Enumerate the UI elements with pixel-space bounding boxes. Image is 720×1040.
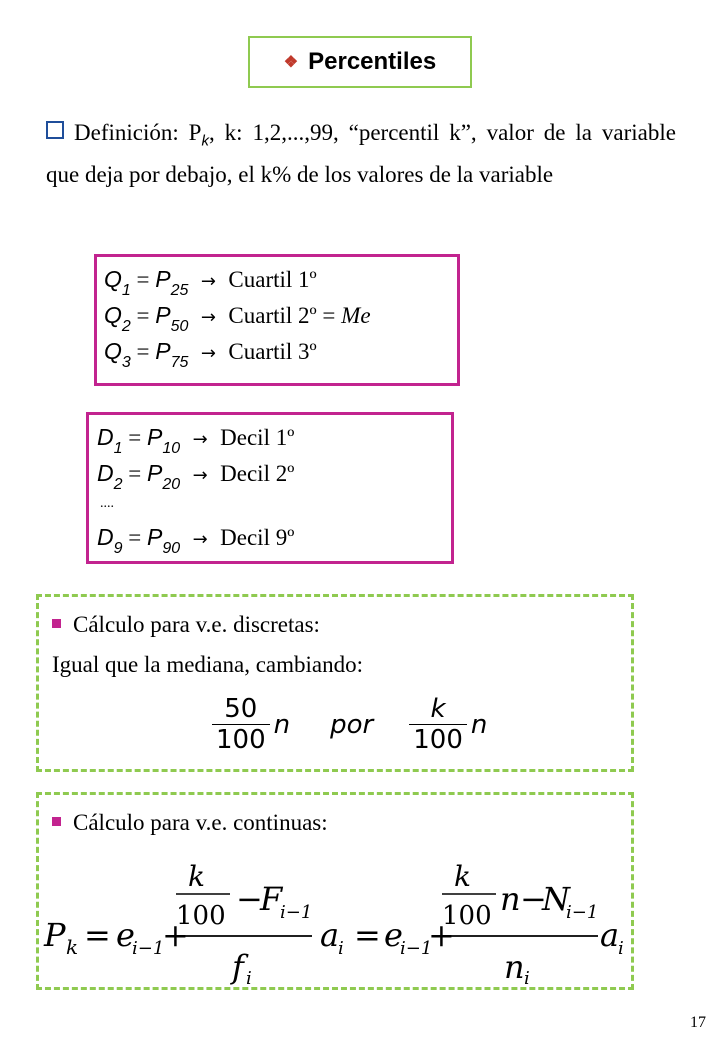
definition-lead: Definición: P: [74, 120, 202, 145]
svg-text:+: +: [428, 916, 455, 954]
svg-text:e: e: [116, 916, 135, 954]
decile-row-2: $D_2 = P_{20}$ → Decil 2º: [97, 460, 295, 493]
decile-ellipsis: ....: [100, 496, 114, 511]
svg-text:k: k: [188, 860, 205, 893]
page-number: 17: [690, 1014, 706, 1031]
svg-text:k: k: [66, 935, 79, 959]
svg-text:f: f: [232, 948, 244, 985]
svg-text:i: i: [618, 938, 624, 959]
svg-text:100: 100: [442, 901, 492, 931]
arrow-right-icon: →: [200, 271, 216, 292]
square-bullet-icon: [46, 121, 64, 139]
discrete-formula: $\frac{50}{100}$ n por $\frac{k}{100}$ n: [212, 694, 487, 755]
decile-row-9: $D_9 = P_{90}$ → Decil 9º: [97, 524, 295, 557]
svg-text:−: −: [236, 880, 263, 918]
quartile-row-1: $Q_1 = P_{25}$ → Cuartil 1º: [104, 266, 317, 299]
svg-text:−: −: [520, 880, 547, 918]
svg-text:i−1: i−1: [280, 902, 313, 923]
definition-paragraph: [46, 116, 676, 191]
svg-text:P: P: [44, 916, 66, 954]
svg-text:i−1: i−1: [566, 902, 599, 923]
definition-rest: , k: 1,2,...,99, “percentil k”, valor de la variable que deja por debajo, el k% de los valores de la variable: [46, 120, 676, 187]
svg-text:i: i: [524, 968, 530, 985]
svg-text:n: n: [504, 948, 525, 985]
svg-text:N: N: [542, 880, 570, 918]
continuous-heading: Cálculo para v.e. continuas:: [52, 810, 328, 836]
diamond-bullet-icon: ❖: [283, 54, 299, 71]
svg-text:k: k: [454, 860, 471, 893]
svg-text:i: i: [246, 968, 252, 985]
svg-text:i−1: i−1: [400, 938, 433, 959]
definition-sub: k: [201, 132, 209, 150]
svg-text:a: a: [320, 916, 340, 954]
small-square-bullet-icon: [52, 817, 61, 826]
quartile-row-2: $Q_2 = P_{50}$ → Cuartil 2º = Me: [104, 302, 371, 335]
quartile-row-3: $Q_3 = P_{75}$ → Cuartil 3º: [104, 338, 317, 371]
svg-text:i−1: i−1: [132, 938, 165, 959]
arrow-right-icon: →: [192, 529, 208, 550]
svg-text:e: e: [384, 916, 403, 954]
discrete-heading: Cálculo para v.e. discretas:: [52, 612, 320, 638]
arrow-right-icon: →: [192, 429, 208, 450]
arrow-right-icon: →: [192, 465, 208, 486]
discrete-line: Igual que la mediana, cambiando:: [52, 652, 364, 677]
page-title: Percentiles: [308, 48, 437, 75]
svg-text:a: a: [600, 916, 620, 954]
arrow-right-icon: →: [200, 343, 216, 364]
title-box: [248, 36, 472, 88]
svg-text:=: =: [84, 916, 111, 954]
small-square-bullet-icon: [52, 619, 61, 628]
svg-text:100: 100: [176, 901, 226, 931]
arrow-right-icon: →: [200, 307, 216, 328]
svg-text:+: +: [162, 916, 189, 954]
svg-text:i: i: [338, 938, 344, 959]
svg-text:n: n: [500, 880, 521, 918]
continuous-formula: [40, 850, 630, 985]
decile-row-1: $D_1 = P_{10}$ → Decil 1º: [97, 424, 295, 457]
svg-text:F: F: [260, 880, 283, 918]
svg-text:=: =: [354, 916, 381, 954]
